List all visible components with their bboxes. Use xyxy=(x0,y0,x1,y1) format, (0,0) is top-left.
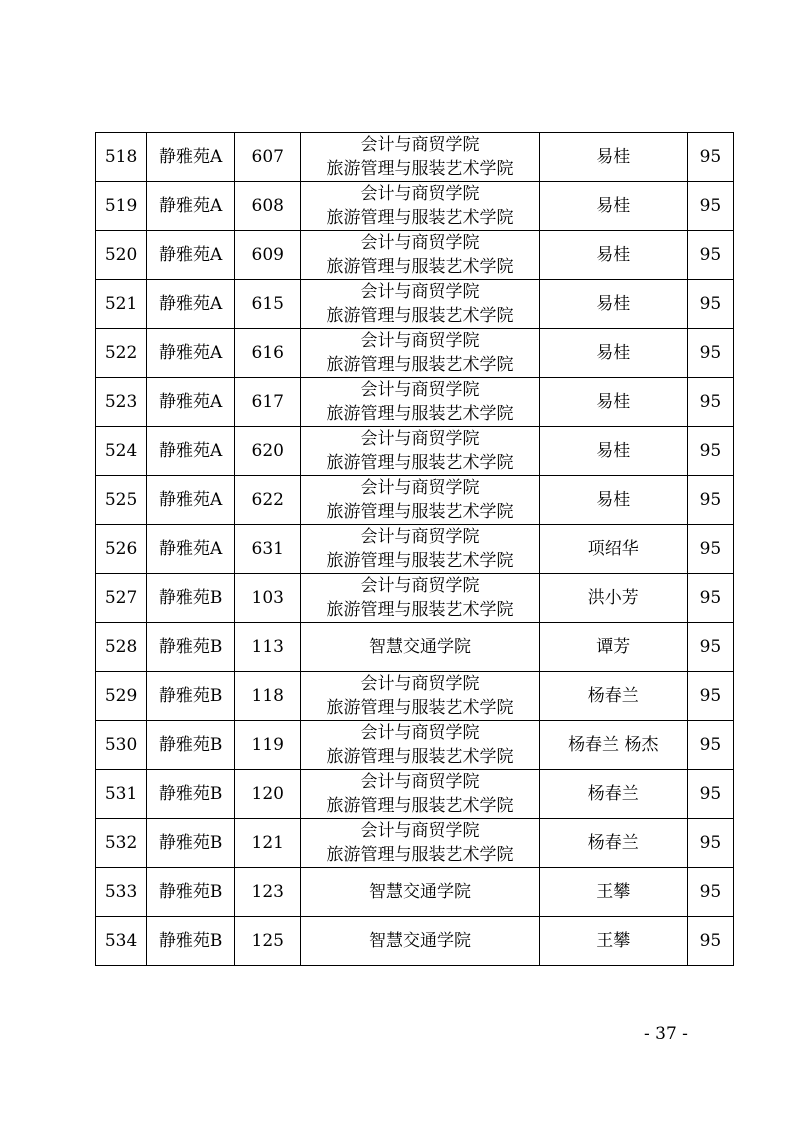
building-cell: 静雅苑A xyxy=(147,476,235,525)
college-cell xyxy=(301,476,539,525)
row-number-cell: 530 xyxy=(96,721,147,770)
building-cell: 静雅苑A xyxy=(147,133,235,182)
college-cell xyxy=(301,574,539,623)
college-name: 会计与商贸学院 xyxy=(360,282,480,302)
building-cell: 静雅苑B xyxy=(147,672,235,721)
room-cell: 609 xyxy=(235,231,301,280)
college-name: 会计与商贸学院 xyxy=(360,429,480,449)
score-cell: 95 xyxy=(687,182,733,231)
building-cell: 静雅苑A xyxy=(147,231,235,280)
building-cell: 静雅苑A xyxy=(147,378,235,427)
person-cell: 杨春兰 xyxy=(539,672,687,721)
college-name: 会计与商贸学院 xyxy=(360,135,480,155)
building-cell: 静雅苑A xyxy=(147,329,235,378)
table-row xyxy=(96,770,734,819)
table-row xyxy=(96,525,734,574)
building-cell: 静雅苑A xyxy=(147,427,235,476)
college-name: 旅游管理与服装艺术学院 xyxy=(326,502,514,522)
table-row xyxy=(96,476,734,525)
dormitory-score-table xyxy=(95,132,734,966)
room-cell: 620 xyxy=(235,427,301,476)
room-cell: 622 xyxy=(235,476,301,525)
college-cell xyxy=(301,868,539,917)
row-number-cell: 524 xyxy=(96,427,147,476)
college-name: 智慧交通学院 xyxy=(368,931,471,951)
college-cell xyxy=(301,378,539,427)
row-number-cell: 528 xyxy=(96,623,147,672)
score-cell: 95 xyxy=(687,378,733,427)
room-cell: 121 xyxy=(235,819,301,868)
table-row xyxy=(96,868,734,917)
score-cell: 95 xyxy=(687,329,733,378)
person-cell: 杨春兰 xyxy=(539,770,687,819)
room-cell: 617 xyxy=(235,378,301,427)
score-cell: 95 xyxy=(687,231,733,280)
score-cell: 95 xyxy=(687,672,733,721)
person-cell: 杨春兰 杨杰 xyxy=(539,721,687,770)
row-number-cell: 522 xyxy=(96,329,147,378)
person-cell: 易桂 xyxy=(539,378,687,427)
room-cell: 615 xyxy=(235,280,301,329)
college-name: 会计与商贸学院 xyxy=(360,527,480,547)
score-cell: 95 xyxy=(687,868,733,917)
row-number-cell: 533 xyxy=(96,868,147,917)
room-cell: 120 xyxy=(235,770,301,819)
person-cell: 王攀 xyxy=(539,917,687,966)
college-name: 旅游管理与服装艺术学院 xyxy=(326,159,514,179)
college-name: 会计与商贸学院 xyxy=(360,576,480,596)
college-cell xyxy=(301,623,539,672)
college-name: 会计与商贸学院 xyxy=(360,233,480,253)
table-row xyxy=(96,133,734,182)
table-row xyxy=(96,672,734,721)
room-cell: 113 xyxy=(235,623,301,672)
college-name: 旅游管理与服装艺术学院 xyxy=(326,600,514,620)
score-cell: 95 xyxy=(687,917,733,966)
score-cell: 95 xyxy=(687,623,733,672)
person-cell: 易桂 xyxy=(539,182,687,231)
college-name: 会计与商贸学院 xyxy=(360,478,480,498)
person-cell: 洪小芳 xyxy=(539,574,687,623)
score-cell: 95 xyxy=(687,721,733,770)
college-cell xyxy=(301,427,539,476)
score-cell: 95 xyxy=(687,280,733,329)
person-cell: 易桂 xyxy=(539,476,687,525)
person-cell: 项绍华 xyxy=(539,525,687,574)
table-row xyxy=(96,329,734,378)
room-cell: 103 xyxy=(235,574,301,623)
building-cell: 静雅苑A xyxy=(147,525,235,574)
college-name: 旅游管理与服装艺术学院 xyxy=(326,453,514,473)
person-cell: 谭芳 xyxy=(539,623,687,672)
person-cell: 杨春兰 xyxy=(539,819,687,868)
score-cell: 95 xyxy=(687,476,733,525)
room-cell: 125 xyxy=(235,917,301,966)
college-name: 旅游管理与服装艺术学院 xyxy=(326,698,514,718)
room-cell: 119 xyxy=(235,721,301,770)
building-cell: 静雅苑B xyxy=(147,770,235,819)
row-number-cell: 519 xyxy=(96,182,147,231)
college-cell xyxy=(301,770,539,819)
person-cell: 易桂 xyxy=(539,427,687,476)
college-cell xyxy=(301,280,539,329)
building-cell: 静雅苑A xyxy=(147,280,235,329)
row-number-cell: 527 xyxy=(96,574,147,623)
table-row xyxy=(96,182,734,231)
college-cell xyxy=(301,819,539,868)
college-name: 会计与商贸学院 xyxy=(360,723,480,743)
row-number-cell: 531 xyxy=(96,770,147,819)
building-cell: 静雅苑B xyxy=(147,917,235,966)
score-cell: 95 xyxy=(687,133,733,182)
college-cell xyxy=(301,329,539,378)
college-name: 旅游管理与服装艺术学院 xyxy=(326,845,514,865)
college-name: 会计与商贸学院 xyxy=(360,331,480,351)
college-name: 旅游管理与服装艺术学院 xyxy=(326,257,514,277)
building-cell: 静雅苑B xyxy=(147,868,235,917)
college-cell xyxy=(301,525,539,574)
row-number-cell: 523 xyxy=(96,378,147,427)
table-row xyxy=(96,819,734,868)
row-number-cell: 529 xyxy=(96,672,147,721)
college-name: 会计与商贸学院 xyxy=(360,821,480,841)
table-row xyxy=(96,280,734,329)
room-cell: 118 xyxy=(235,672,301,721)
college-name: 旅游管理与服装艺术学院 xyxy=(326,404,514,424)
building-cell: 静雅苑B xyxy=(147,819,235,868)
college-cell xyxy=(301,721,539,770)
row-number-cell: 518 xyxy=(96,133,147,182)
row-number-cell: 526 xyxy=(96,525,147,574)
college-name: 旅游管理与服装艺术学院 xyxy=(326,747,514,767)
score-cell: 95 xyxy=(687,819,733,868)
table-row xyxy=(96,623,734,672)
college-cell xyxy=(301,231,539,280)
college-name: 智慧交通学院 xyxy=(368,882,471,902)
score-cell: 95 xyxy=(687,427,733,476)
row-number-cell: 534 xyxy=(96,917,147,966)
building-cell: 静雅苑B xyxy=(147,623,235,672)
college-cell xyxy=(301,917,539,966)
score-cell: 95 xyxy=(687,525,733,574)
room-cell: 616 xyxy=(235,329,301,378)
table-body xyxy=(96,133,734,966)
table-row xyxy=(96,721,734,770)
college-name: 旅游管理与服装艺术学院 xyxy=(326,208,514,228)
score-cell: 95 xyxy=(687,574,733,623)
table-row xyxy=(96,574,734,623)
building-cell: 静雅苑B xyxy=(147,574,235,623)
building-cell: 静雅苑B xyxy=(147,721,235,770)
row-number-cell: 525 xyxy=(96,476,147,525)
college-name: 旅游管理与服装艺术学院 xyxy=(326,306,514,326)
college-name: 会计与商贸学院 xyxy=(360,674,480,694)
table-row xyxy=(96,231,734,280)
row-number-cell: 521 xyxy=(96,280,147,329)
college-name: 会计与商贸学院 xyxy=(360,184,480,204)
room-cell: 607 xyxy=(235,133,301,182)
row-number-cell: 532 xyxy=(96,819,147,868)
row-number-cell: 520 xyxy=(96,231,147,280)
person-cell: 易桂 xyxy=(539,231,687,280)
table-row xyxy=(96,427,734,476)
room-cell: 631 xyxy=(235,525,301,574)
building-cell: 静雅苑A xyxy=(147,182,235,231)
college-cell xyxy=(301,672,539,721)
college-name: 旅游管理与服装艺术学院 xyxy=(326,796,514,816)
table-row xyxy=(96,917,734,966)
room-cell: 123 xyxy=(235,868,301,917)
page-number: - 37 - xyxy=(644,1024,688,1044)
college-cell xyxy=(301,182,539,231)
table-row xyxy=(96,378,734,427)
person-cell: 易桂 xyxy=(539,280,687,329)
college-cell xyxy=(301,133,539,182)
college-name: 会计与商贸学院 xyxy=(360,772,480,792)
college-name: 智慧交通学院 xyxy=(368,637,471,657)
person-cell: 王攀 xyxy=(539,868,687,917)
person-cell: 易桂 xyxy=(539,329,687,378)
college-name: 会计与商贸学院 xyxy=(360,380,480,400)
room-cell: 608 xyxy=(235,182,301,231)
score-cell: 95 xyxy=(687,770,733,819)
person-cell: 易桂 xyxy=(539,133,687,182)
college-name: 旅游管理与服装艺术学院 xyxy=(326,355,514,375)
college-name: 旅游管理与服装艺术学院 xyxy=(326,551,514,571)
